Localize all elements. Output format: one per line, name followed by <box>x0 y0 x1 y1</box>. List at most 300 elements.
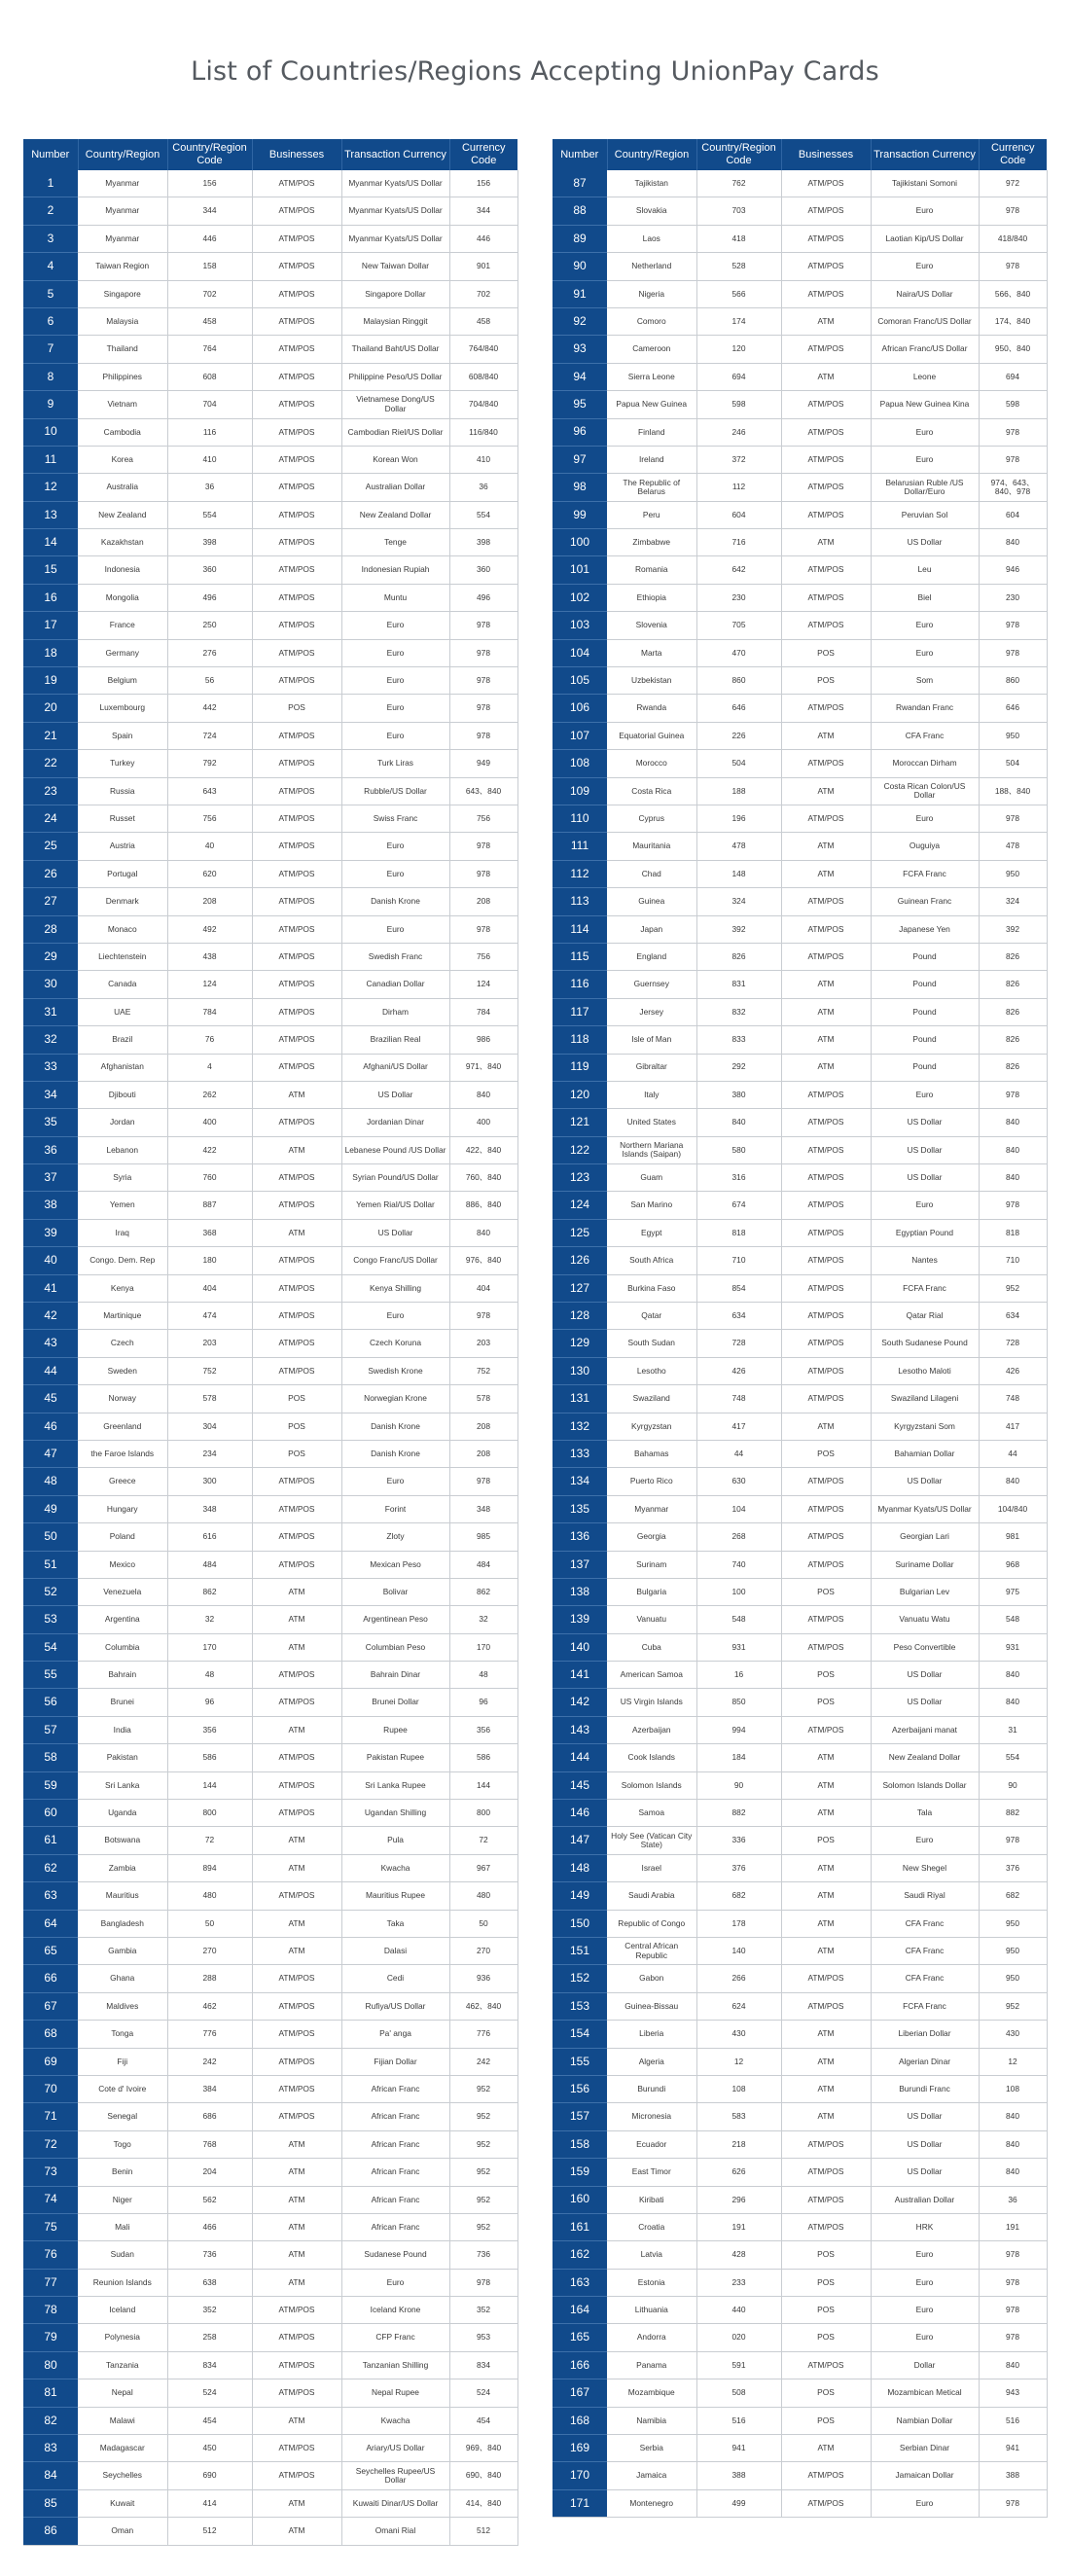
cell-number: 84 <box>23 2462 78 2489</box>
cell-businesses: ATM/POS <box>252 1247 341 1274</box>
table-row <box>553 1716 1047 1743</box>
table-row <box>553 1054 1047 1081</box>
cell-transaction-currency: Peruvian Sol <box>871 501 979 528</box>
cell-currency-code: 943 <box>979 2379 1047 2407</box>
cell-currency-code: 978 <box>979 1827 1047 1854</box>
cell-transaction-currency: Kenya Shilling <box>341 1274 449 1302</box>
cell-currency-code: 32 <box>449 1606 517 1633</box>
cell-number: 10 <box>23 418 78 446</box>
cell-businesses: ATM/POS <box>252 1992 341 2020</box>
cell-transaction-currency: Euro <box>341 833 449 860</box>
cell-transaction-currency: Philippine Peso/US Dollar <box>341 363 449 390</box>
cell-currency-code: 208 <box>449 1413 517 1440</box>
cell-number: 104 <box>553 639 607 666</box>
cell-number: 15 <box>23 556 78 584</box>
cell-businesses: ATM/POS <box>252 639 341 666</box>
cell-currency-code: 144 <box>449 1771 517 1799</box>
cell-transaction-currency: Taka <box>341 1910 449 1937</box>
cell-number: 74 <box>23 2186 78 2213</box>
cell-number: 128 <box>553 1303 607 1330</box>
cell-businesses: ATM/POS <box>781 1303 871 1330</box>
table-row <box>23 363 517 390</box>
table-row <box>553 1247 1047 1274</box>
cell-number: 24 <box>23 805 78 832</box>
cell-businesses: ATM/POS <box>781 888 871 915</box>
cell-country-region: Israel <box>607 1854 696 1881</box>
cell-businesses: ATM/POS <box>252 777 341 805</box>
cell-number: 150 <box>553 1910 607 1937</box>
cell-businesses: POS <box>781 1578 871 1605</box>
table-row <box>553 2462 1047 2489</box>
cell-businesses: ATM/POS <box>781 170 871 197</box>
table-row <box>553 1882 1047 1910</box>
cell-currency-code: 174、840 <box>979 307 1047 335</box>
cell-number: 108 <box>553 750 607 777</box>
table-row <box>23 1495 517 1522</box>
cell-country-region-code: 388 <box>696 2462 781 2489</box>
cell-businesses: ATM <box>252 1910 341 1937</box>
cell-country-region: Syria <box>78 1164 167 1192</box>
cell-country-region: The Republic of Belarus <box>607 474 696 501</box>
cell-businesses: ATM/POS <box>252 805 341 832</box>
cell-country-region-code: 792 <box>167 750 252 777</box>
cell-currency-code: 776 <box>449 2021 517 2048</box>
table-row <box>553 971 1047 998</box>
cell-country-region: Guinea-Bissau <box>607 1992 696 2020</box>
table-row <box>23 2130 517 2158</box>
cell-businesses: ATM/POS <box>252 2021 341 2048</box>
cell-country-region: Reunion Islands <box>78 2269 167 2296</box>
cell-country-region-code: 104 <box>696 1495 781 1522</box>
cell-country-region: Russet <box>78 805 167 832</box>
cell-businesses: ATM <box>781 1800 871 1827</box>
cell-businesses: ATM/POS <box>252 1054 341 1081</box>
cell-country-region: Mauritius <box>78 1882 167 1910</box>
cell-country-region: Columbia <box>78 1633 167 1661</box>
cell-country-region: Lesotho <box>607 1357 696 1384</box>
cell-transaction-currency: Kwacha <box>341 1854 449 1881</box>
table-row <box>23 1109 517 1136</box>
table-row <box>553 1992 1047 2020</box>
cell-transaction-currency: Euro <box>871 639 979 666</box>
table-row <box>553 1689 1047 1716</box>
cell-transaction-currency: Tala <box>871 1800 979 1827</box>
cell-currency-code: 90 <box>979 1771 1047 1799</box>
cell-number: 151 <box>553 1938 607 1965</box>
cell-country-region-code: 418 <box>696 225 781 252</box>
header-currency-code: Currency Code <box>449 139 517 170</box>
cell-number: 163 <box>553 2269 607 2296</box>
cell-transaction-currency: Euro <box>871 253 979 280</box>
cell-currency-code: 417 <box>979 1413 1047 1440</box>
cell-country-region-code: 276 <box>167 639 252 666</box>
cell-number: 2 <box>23 197 78 225</box>
cell-businesses: ATM/POS <box>781 915 871 943</box>
cell-number: 123 <box>553 1164 607 1192</box>
table-row <box>553 2075 1047 2102</box>
cell-number: 115 <box>553 943 607 970</box>
table-row <box>23 1303 517 1330</box>
cell-number: 80 <box>23 2351 78 2379</box>
cell-country-region-code: 710 <box>696 1247 781 1274</box>
cell-number: 141 <box>553 1662 607 1689</box>
cell-transaction-currency: Euro <box>871 446 979 473</box>
cell-number: 138 <box>553 1578 607 1605</box>
cell-currency-code: 931 <box>979 1633 1047 1661</box>
cell-country-region-code: 360 <box>167 556 252 584</box>
cell-country-region: Lebanon <box>78 1136 167 1163</box>
table-row <box>553 998 1047 1025</box>
cell-currency-code: 978 <box>449 722 517 749</box>
cell-country-region-code: 372 <box>696 446 781 473</box>
cell-currency-code: 826 <box>979 971 1047 998</box>
cell-transaction-currency: Syrian Pound/US Dollar <box>341 1164 449 1192</box>
cell-currency-code: 376 <box>979 1854 1047 1881</box>
cell-currency-code: 418/840 <box>979 225 1047 252</box>
cell-country-region-code: 324 <box>696 888 781 915</box>
cell-country-region: Niger <box>78 2186 167 2213</box>
cell-businesses: ATM <box>781 2435 871 2462</box>
cell-businesses: POS <box>781 2379 871 2407</box>
cell-country-region: Brazil <box>78 1026 167 1054</box>
table-row <box>553 2297 1047 2324</box>
cell-currency-code: 646 <box>979 695 1047 722</box>
cell-currency-code: 410 <box>449 446 517 473</box>
cell-transaction-currency: Zloty <box>341 1523 449 1551</box>
cell-transaction-currency: Cambodian Riel/US Dollar <box>341 418 449 446</box>
cell-currency-code: 978 <box>979 197 1047 225</box>
cell-number: 114 <box>553 915 607 943</box>
cell-number: 26 <box>23 860 78 887</box>
table-row <box>23 2048 517 2075</box>
cell-number: 21 <box>23 722 78 749</box>
table-row <box>23 1965 517 1992</box>
cell-businesses: ATM/POS <box>781 1081 871 1108</box>
cell-country-region-code: 616 <box>167 1523 252 1551</box>
table-row <box>553 888 1047 915</box>
cell-country-region: Bulgaria <box>607 1578 696 1605</box>
cell-businesses: ATM <box>252 1854 341 1881</box>
table-row <box>23 391 517 418</box>
cell-businesses: ATM/POS <box>781 1247 871 1274</box>
cell-number: 139 <box>553 1606 607 1633</box>
cell-number: 92 <box>553 307 607 335</box>
cell-country-region: Comoro <box>607 307 696 335</box>
table-row <box>23 1413 517 1440</box>
cell-currency-code: 191 <box>979 2213 1047 2240</box>
cell-country-region: Egypt <box>607 1219 696 1246</box>
table-row <box>23 280 517 307</box>
cell-country-region-code: 446 <box>167 225 252 252</box>
cell-transaction-currency: Pula <box>341 1827 449 1854</box>
cell-currency-code: 826 <box>979 1026 1047 1054</box>
cell-businesses: ATM/POS <box>252 2379 341 2407</box>
table-row <box>553 1330 1047 1357</box>
cell-country-region: Myanmar <box>78 170 167 197</box>
cell-businesses: ATM/POS <box>781 612 871 639</box>
cell-transaction-currency: Nambian Dollar <box>871 2407 979 2434</box>
cell-number: 160 <box>553 2186 607 2213</box>
table-row <box>23 2021 517 2048</box>
cell-currency-code: 422、840 <box>449 1136 517 1163</box>
cell-country-region: Myanmar <box>607 1495 696 1522</box>
cell-country-region-code: 020 <box>696 2324 781 2351</box>
cell-country-region: Cote d' Ivoire <box>78 2075 167 2102</box>
cell-transaction-currency: Dirham <box>341 998 449 1025</box>
cell-transaction-currency: Biel <box>871 584 979 611</box>
cell-businesses: POS <box>781 2269 871 2296</box>
cell-country-region: Ethiopia <box>607 584 696 611</box>
cell-country-region: Venezuela <box>78 1578 167 1605</box>
cell-country-region: Papua New Guinea <box>607 391 696 418</box>
cell-number: 161 <box>553 2213 607 2240</box>
cell-businesses: ATM/POS <box>781 1274 871 1302</box>
cell-number: 119 <box>553 1054 607 1081</box>
table-row <box>23 1800 517 1827</box>
cell-transaction-currency: Kuwaiti Dinar/US Dollar <box>341 2489 449 2517</box>
table-row <box>553 750 1047 777</box>
table-row <box>553 501 1047 528</box>
cell-currency-code: 404 <box>449 1274 517 1302</box>
cell-number: 142 <box>553 1689 607 1716</box>
cell-country-region-code: 196 <box>696 805 781 832</box>
cell-country-region-code: 158 <box>167 253 252 280</box>
cell-number: 100 <box>553 529 607 556</box>
cell-country-region: Turkey <box>78 750 167 777</box>
cell-currency-code: 156 <box>449 170 517 197</box>
cell-currency-code: 946 <box>979 556 1047 584</box>
cell-number: 97 <box>553 446 607 473</box>
cell-currency-code: 978 <box>979 612 1047 639</box>
cell-country-region-code: 191 <box>696 2213 781 2240</box>
cell-country-region: Portugal <box>78 860 167 887</box>
cell-currency-code: 950 <box>979 860 1047 887</box>
cell-businesses: ATM/POS <box>252 1523 341 1551</box>
cell-number: 35 <box>23 1109 78 1136</box>
cell-country-region: Bahrain <box>78 1662 167 1689</box>
table-row <box>553 833 1047 860</box>
cell-currency-code: 604 <box>979 501 1047 528</box>
cell-transaction-currency: Yemen Rial/US Dollar <box>341 1192 449 1219</box>
cell-country-region: Guernsey <box>607 971 696 998</box>
cell-currency-code: 352 <box>449 2297 517 2324</box>
cell-businesses: ATM/POS <box>781 943 871 970</box>
cell-businesses: ATM/POS <box>252 584 341 611</box>
cell-number: 90 <box>553 253 607 280</box>
table-row <box>23 1385 517 1413</box>
cell-country-region: Mongolia <box>78 584 167 611</box>
cell-currency-code: 230 <box>979 584 1047 611</box>
table-row <box>23 446 517 473</box>
cell-businesses: ATM/POS <box>252 1771 341 1799</box>
table-row <box>553 2351 1047 2379</box>
cell-number: 158 <box>553 2130 607 2158</box>
cell-number: 32 <box>23 1026 78 1054</box>
cell-transaction-currency: Peso Convertible <box>871 1633 979 1661</box>
cell-country-region: Thailand <box>78 336 167 363</box>
cell-businesses: ATM <box>781 1854 871 1881</box>
cell-number: 53 <box>23 1606 78 1633</box>
cell-country-region-code: 44 <box>696 1440 781 1467</box>
cell-country-region-code: 96 <box>167 1689 252 1716</box>
cell-number: 118 <box>553 1026 607 1054</box>
table-row <box>23 2435 517 2462</box>
cell-country-region-code: 516 <box>696 2407 781 2434</box>
table-row <box>553 1385 1047 1413</box>
cell-country-region: Gibraltar <box>607 1054 696 1081</box>
cell-country-region: Liechtenstein <box>78 943 167 970</box>
table-row <box>553 1109 1047 1136</box>
cell-country-region-code: 826 <box>696 943 781 970</box>
cell-country-region-code: 630 <box>696 1468 781 1495</box>
cell-transaction-currency: Kyrgyzstani Som <box>871 1413 979 1440</box>
cell-country-region-code: 188 <box>696 777 781 805</box>
cell-transaction-currency: Euro <box>341 915 449 943</box>
cell-transaction-currency: Euro <box>871 418 979 446</box>
cell-number: 47 <box>23 1440 78 1467</box>
cell-country-region: Nigeria <box>607 280 696 307</box>
cell-number: 68 <box>23 2021 78 2048</box>
cell-number: 8 <box>23 363 78 390</box>
cell-country-region-code: 634 <box>696 1303 781 1330</box>
cell-country-region: Republic of Congo <box>607 1910 696 1937</box>
cell-currency-code: 690、840 <box>449 2462 517 2489</box>
table-row <box>553 1578 1047 1605</box>
table-row <box>553 2379 1047 2407</box>
cell-country-region: Kenya <box>78 1274 167 1302</box>
cell-number: 4 <box>23 253 78 280</box>
cell-country-region-code: 218 <box>696 2130 781 2158</box>
cell-number: 124 <box>553 1192 607 1219</box>
cell-number: 61 <box>23 1827 78 1854</box>
cell-country-region: Finland <box>607 418 696 446</box>
cell-number: 125 <box>553 1219 607 1246</box>
cell-country-region-code: 894 <box>167 1854 252 1881</box>
cell-businesses: ATM/POS <box>252 556 341 584</box>
table-row <box>23 1440 517 1467</box>
cell-businesses: POS <box>252 1385 341 1413</box>
cell-number: 96 <box>553 418 607 446</box>
table-row <box>553 2130 1047 2158</box>
cell-country-region: Fiji <box>78 2048 167 2075</box>
cell-businesses: ATM/POS <box>252 722 341 749</box>
table-row <box>553 2324 1047 2351</box>
cell-country-region-code: 832 <box>696 998 781 1025</box>
cell-country-region: Croatia <box>607 2213 696 2240</box>
cell-transaction-currency: Laotian Kip/US Dollar <box>871 225 979 252</box>
cell-currency-code: 756 <box>449 805 517 832</box>
cell-currency-code: 978 <box>449 639 517 666</box>
cell-transaction-currency: Nepal Rupee <box>341 2379 449 2407</box>
cell-transaction-currency: Euro <box>871 2297 979 2324</box>
cell-transaction-currency: Euro <box>871 1192 979 1219</box>
cell-country-region-code: 702 <box>167 280 252 307</box>
cell-country-region-code: 336 <box>696 1827 781 1854</box>
cell-transaction-currency: Burundi Franc <box>871 2075 979 2102</box>
cell-currency-code: 975 <box>979 1578 1047 1605</box>
cell-currency-code: 981 <box>979 1523 1047 1551</box>
cell-number: 87 <box>553 170 607 197</box>
cell-number: 110 <box>553 805 607 832</box>
cell-number: 78 <box>23 2297 78 2324</box>
cell-currency-code: 978 <box>449 695 517 722</box>
cell-businesses: ATM/POS <box>252 750 341 777</box>
cell-country-region-code: 234 <box>167 1440 252 1467</box>
cell-country-region: Laos <box>607 225 696 252</box>
cell-number: 27 <box>23 888 78 915</box>
cell-country-region: Zimbabwe <box>607 529 696 556</box>
header-country-region: Country/Region <box>78 139 167 170</box>
cell-country-region-code: 480 <box>167 1882 252 1910</box>
table-row <box>553 280 1047 307</box>
cell-country-region: Uzbekistan <box>607 667 696 695</box>
cell-country-region: Malaysia <box>78 307 167 335</box>
table-row <box>553 307 1047 335</box>
cell-number: 101 <box>553 556 607 584</box>
cell-businesses: ATM/POS <box>252 1026 341 1054</box>
cell-transaction-currency: Leone <box>871 363 979 390</box>
cell-country-region: Georgia <box>607 1523 696 1551</box>
cell-country-region: Indonesia <box>78 556 167 584</box>
cell-transaction-currency: FCFA Franc <box>871 1274 979 1302</box>
cell-transaction-currency: Lesotho Maloti <box>871 1357 979 1384</box>
cell-businesses: ATM <box>781 722 871 749</box>
cell-number: 168 <box>553 2407 607 2434</box>
cell-country-region: Djibouti <box>78 1081 167 1108</box>
cell-transaction-currency: Swaziland Lilageni <box>871 1385 979 1413</box>
cell-currency-code: 348 <box>449 1495 517 1522</box>
cell-currency-code: 608/840 <box>449 363 517 390</box>
cell-country-region-code: 400 <box>167 1109 252 1136</box>
cell-businesses: ATM <box>252 1136 341 1163</box>
header-country-region-code: Country/Region Code <box>167 139 252 170</box>
table-row <box>23 722 517 749</box>
cell-number: 136 <box>553 1523 607 1551</box>
cell-transaction-currency: Euro <box>871 2269 979 2296</box>
cell-country-region-code: 352 <box>167 2297 252 2324</box>
cell-currency-code: 426 <box>979 1357 1047 1384</box>
cell-currency-code: 682 <box>979 1882 1047 1910</box>
cell-country-region-code: 756 <box>167 805 252 832</box>
cell-businesses: ATM <box>252 1633 341 1661</box>
cell-country-region-code: 620 <box>167 860 252 887</box>
cell-country-region-code: 591 <box>696 2351 781 2379</box>
cell-currency-code: 840 <box>979 2351 1047 2379</box>
cell-currency-code: 978 <box>449 1468 517 1495</box>
cell-country-region: Samoa <box>607 1800 696 1827</box>
cell-country-region: Sudan <box>78 2241 167 2269</box>
cell-number: 66 <box>23 1965 78 1992</box>
cell-country-region-code: 578 <box>167 1385 252 1413</box>
cell-transaction-currency: Naira/US Dollar <box>871 280 979 307</box>
cell-businesses: POS <box>252 1413 341 1440</box>
cell-transaction-currency: Costa Rican Colon/US Dollar <box>871 777 979 805</box>
cell-number: 79 <box>23 2324 78 2351</box>
table-row <box>23 501 517 528</box>
cell-country-region-code: 12 <box>696 2048 781 2075</box>
cell-country-region: Malawi <box>78 2407 167 2434</box>
cell-country-region: Guam <box>607 1164 696 1192</box>
cell-country-region-code: 736 <box>167 2241 252 2269</box>
cell-country-region: UAE <box>78 998 167 1025</box>
cell-transaction-currency: Myanmar Kyats/US Dollar <box>871 1495 979 1522</box>
table-row <box>23 1357 517 1384</box>
cell-country-region-code: 484 <box>167 1551 252 1578</box>
cell-number: 50 <box>23 1523 78 1551</box>
table-row <box>553 1026 1047 1054</box>
table-row <box>23 1247 517 1274</box>
cell-currency-code: 208 <box>449 888 517 915</box>
